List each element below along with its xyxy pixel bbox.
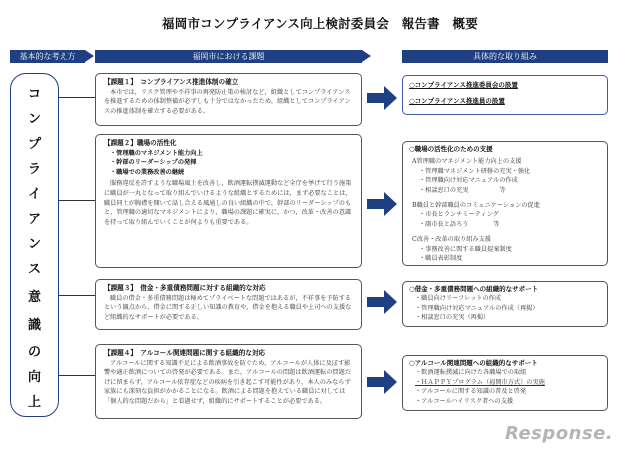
action-item: ・相談窓口の充実 等 <box>419 186 506 194</box>
connector-line <box>59 200 95 201</box>
action-item: ・管理職向け対応マニュアルの作成 <box>419 177 518 185</box>
action-box-3 <box>402 281 608 327</box>
header-basic-concept <box>10 50 85 63</box>
header-arrow-icon <box>362 50 371 62</box>
concept-char: 向 <box>27 370 41 385</box>
action-section-title: A管理職のマネジメント能力向上の支援 <box>412 158 522 166</box>
concept-char: ラ <box>27 162 41 177</box>
header-basic-concept-label: 基本的な考え方 <box>19 52 76 61</box>
action-box-2 <box>402 141 608 266</box>
issue-text: 本市では，リスク管理や不祥事の再発防止策の検討など，組織としてコンプライアンスを推進するための体制整備が必ずしも十分ではなかったため，組織としてコンプライアンスの推進体制を確立する必要がある。 <box>104 88 351 115</box>
header-actions <box>402 50 608 63</box>
action-item: ○コンプライアンス推進委員会の設置 <box>409 81 518 89</box>
action-item: ○コンプライアンス推進員の設置 <box>409 97 505 106</box>
issue-heading: 【課題２】職場の活性化 <box>104 139 177 147</box>
issue-bullet: ・職場での業務改善の継続 <box>110 168 185 176</box>
action-section-title: C改善・改革の取り組み支援 <box>412 236 491 244</box>
action-heading: ○アルコール関連問題への組織的なサポート <box>409 359 538 367</box>
issue-text: アルコールに関する知識不足による飲酒事故を防ぐため，アルコールが人体に及ぼす影響や適正飲酒についての啓発が必要である。また，アルコールの問題は飲酒運転の問題だけに留まらず，アルコール依存症などの疾病を引き起こす可能性があり，本人のみならず家族にも深刻な負担がかかることになる。飲酒による問題を抱えている職員に対しては「個人的な問題だから」と看過せず，組織的にサポートすることが必要である。 <box>104 359 352 405</box>
action-item: ・アルコールに関する知識の普及と啓発 <box>415 388 527 396</box>
action-item: ・事務改善に関する職員提案制度 <box>419 245 512 253</box>
concept-char: イ <box>27 187 41 202</box>
action-item: ・アルコールハイリスク者への支援 <box>415 397 514 405</box>
issue-box-1 <box>95 73 362 126</box>
issue-bullet: ・幹部のリーダーシップの発揮 <box>110 159 197 167</box>
header-arrow-icon <box>85 50 94 62</box>
issue-box-3 <box>95 279 362 330</box>
concept-char: ス <box>27 262 41 277</box>
action-item: ・職員向けリーフレットの作成 <box>415 295 502 303</box>
issue-box-2 <box>95 134 362 268</box>
header-issues <box>95 50 362 63</box>
action-box-4 <box>402 355 608 411</box>
concept-char: ン <box>27 237 41 252</box>
connector-line <box>59 295 95 296</box>
connector-line <box>59 375 95 376</box>
issue-heading: 【課題１】 コンプライアンス推進体制の確立 <box>104 78 239 86</box>
action-item: ・飲酒運転撲滅に向けた各職場での取組 <box>415 369 527 377</box>
concept-char: ア <box>27 212 41 227</box>
concept-char: プ <box>27 137 41 152</box>
concept-char: 識 <box>27 318 41 333</box>
issue-heading: 【課題４】 アルコール関連問題に関する組織的な対応 <box>104 349 266 357</box>
right-arrow-icon <box>367 86 397 110</box>
right-arrow-icon <box>367 290 397 314</box>
concept-char: の <box>27 345 41 360</box>
action-item: ・市長とランチミーティング <box>419 211 499 219</box>
action-box-1 <box>402 75 608 115</box>
issue-bullet: ・管理職のマネジメント能力向上 <box>110 149 203 157</box>
action-item: ・管理職マネジメント研修の充実・強化 <box>419 167 531 175</box>
header-issues-label: 福岡市における課題 <box>192 52 265 61</box>
right-arrow-icon <box>367 192 397 216</box>
issue-text: 服務違反を許すような職場風土を改善し，飲酒運転撲滅運動など全庁を挙げて行う施策に職員が一丸となって取り組んでいけるような組織とするためには，まず必要なことは，職員同士が胸襟を開いて話し合える風通しの良い組織の中で，幹部のリーダーシップのもと，管理職の適切なマネジメントにより，職場の課題に確実に，かつ，改革・改善の意識を持って取り組んでいくことが何よりも重要である。 <box>104 180 352 226</box>
header-actions-label: 具体的な取り組み <box>473 52 537 61</box>
action-item: ・相談窓口の充実（再掲） <box>415 314 490 322</box>
issue-heading: 【課題３】 借金・多重債務問題に対する組織的な対応 <box>104 284 266 292</box>
action-item: ・副市長と語ろう 等 <box>419 220 500 228</box>
issue-text: 職員の借金・多重債務問題は極めてプライベートな問題ではあるが，不祥事を予防するという観点から，借金に関する正しい知識の教育や，借金を抱える職員や上司への支援など組織的なサポートが必要である。 <box>104 294 352 321</box>
concept-char: コ <box>27 87 41 102</box>
watermark-logo: Response. <box>505 423 614 444</box>
action-item: ・職員表彰制度 <box>419 255 463 263</box>
action-section-title: B職員と幹部職員のコミュニケーションの促進 <box>412 202 540 210</box>
right-arrow-icon <box>367 370 397 394</box>
action-item: ・ＨＡＰＰＹプログラム（福岡市方式）の実施 <box>415 378 545 386</box>
action-heading: ○職場の活性化のための支援 <box>409 145 493 153</box>
action-item: ・管理職向け対応マニュアルの作成（再掲） <box>415 304 539 312</box>
basic-concept-box <box>10 73 59 417</box>
action-heading: ○借金・多重債務問題への組織的なサポート <box>409 285 539 293</box>
document-title: 福岡市コンプライアンス向上検討委員会 報告書 概要 <box>162 16 478 31</box>
connector-line <box>59 97 95 98</box>
issue-box-4 <box>95 344 362 419</box>
concept-char: 上 <box>27 395 41 410</box>
concept-char: 意 <box>27 290 41 305</box>
concept-char: ン <box>27 112 41 127</box>
